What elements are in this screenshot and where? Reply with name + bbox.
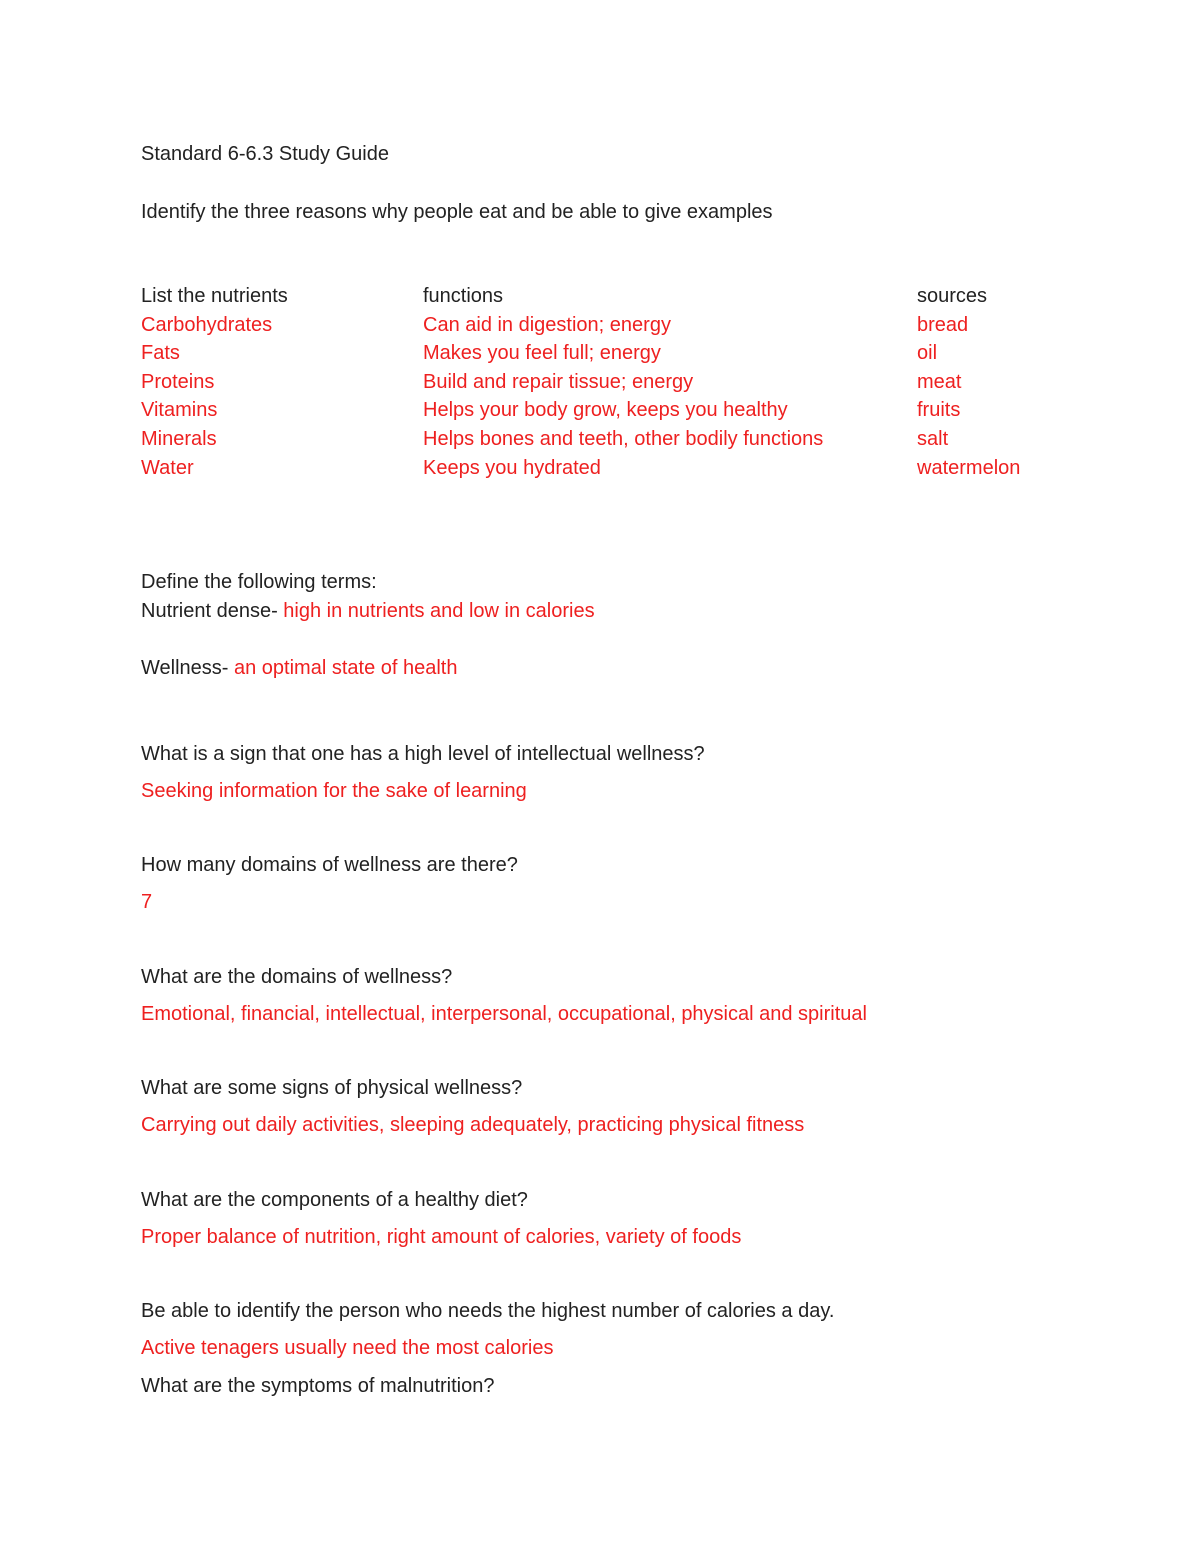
function-cell: Can aid in digestion; energy	[423, 313, 671, 336]
nutrient-cell: Proteins	[141, 370, 215, 393]
answer-text: Emotional, financial, intellectual, interpersonal, occupational, physical and spiritual	[141, 1003, 867, 1025]
term-nutrient-dense	[141, 599, 595, 623]
term-wellness	[141, 656, 457, 680]
doc-title: Standard 6-6.3 Study Guide	[141, 143, 389, 165]
term-definition: an optimal state of health	[234, 657, 458, 679]
table-row	[141, 370, 1101, 399]
function-cell: Build and repair tissue; energy	[423, 370, 694, 393]
nutrient-cell: Carbohydrates	[141, 313, 273, 336]
source-cell: bread	[917, 313, 969, 336]
table-row	[141, 456, 1101, 485]
question-text: What is a sign that one has a high level of intellectual wellness?	[141, 743, 705, 765]
question-text: How many domains of wellness are there?	[141, 854, 518, 876]
term-definition: high in nutrients and low in calories	[283, 600, 595, 622]
nutrient-cell: Minerals	[141, 427, 217, 450]
source-cell: fruits	[917, 399, 961, 422]
nutrient-cell: Vitamins	[141, 399, 218, 422]
answer-text: Proper balance of nutrition, right amount of calories, variety of foods	[141, 1226, 742, 1248]
source-cell: watermelon	[917, 456, 1021, 479]
question-text: What are the components of a healthy diet?	[141, 1189, 528, 1211]
question-text: What are some signs of physical wellness?	[141, 1077, 523, 1099]
table-row	[141, 427, 1101, 456]
question-text: What are the domains of wellness?	[141, 966, 453, 988]
answer-text: Active tenagers usually need the most calories	[141, 1337, 554, 1359]
answer-text: 7	[141, 891, 153, 913]
header-functions: functions	[423, 285, 504, 307]
table-row	[141, 341, 1101, 370]
source-cell: meat	[917, 370, 962, 393]
source-cell: salt	[917, 427, 949, 450]
function-cell: Helps bones and teeth, other bodily functions	[423, 427, 824, 450]
question-text: What are the symptoms of malnutrition?	[141, 1375, 495, 1397]
intro-text: Identify the three reasons why people eat and be able to give examples	[141, 201, 773, 223]
table-header-row	[141, 284, 1101, 313]
define-heading: Define the following terms:	[141, 571, 377, 593]
table-row	[141, 313, 1101, 342]
header-sources: sources	[917, 285, 988, 307]
function-cell: Makes you feel full; energy	[423, 342, 661, 365]
answer-text: Carrying out daily activities, sleeping adequately, practicing physical fitness	[141, 1114, 805, 1136]
term-label: Wellness-	[141, 657, 234, 679]
header-nutrients: List the nutrients	[141, 285, 288, 307]
nutrient-cell: Fats	[141, 342, 180, 365]
question-text: Be able to identify the person who needs the highest number of calories a day.	[141, 1300, 835, 1322]
answer-text: Seeking information for the sake of learning	[141, 780, 527, 802]
term-label: Nutrient dense-	[141, 600, 284, 622]
nutrient-cell: Water	[141, 456, 194, 479]
table-row	[141, 398, 1101, 427]
function-cell: Keeps you hydrated	[423, 456, 601, 479]
nutrients-table	[141, 284, 1101, 484]
function-cell: Helps your body grow, keeps you healthy	[423, 399, 788, 422]
source-cell: oil	[917, 342, 938, 365]
